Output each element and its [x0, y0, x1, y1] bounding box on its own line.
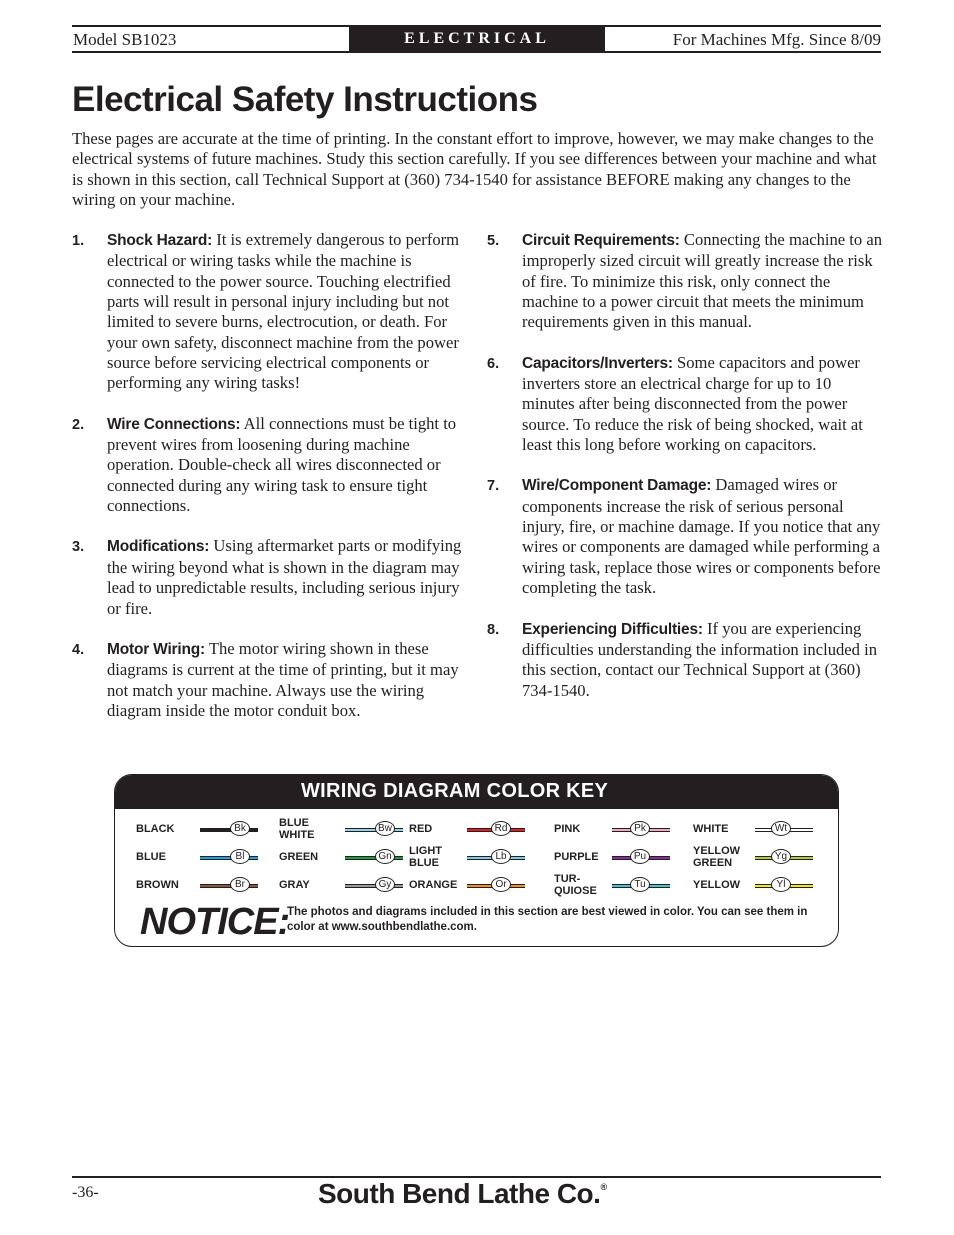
- item-text: The motor wiring shown in these diagrams is current at the time of printing, but it may not match your machine. Always use the wiring diagram inside the motor conduit box.: [107, 638, 459, 720]
- instructions-right-column: [487, 230, 887, 736]
- color-key-entry-white: [693, 816, 837, 842]
- item-text: All connections must be tight to prevent wires from loosening during machine operation. Double-check all wires disconnected or connected during any wiring task to ensure tight connections.: [107, 413, 457, 516]
- color-key-title: WIRING DIAGRAM COLOR KEY: [301, 780, 609, 802]
- color-abbr: Gy: [375, 877, 395, 892]
- item-number: 2.: [72, 416, 85, 433]
- color-key-entry-brown: [136, 872, 280, 898]
- manufacture-date: For Machines Mfg. Since 8/09: [672, 30, 881, 49]
- color-abbr: Bl: [230, 849, 250, 864]
- color-label: YELLOW GREEN: [693, 845, 741, 869]
- color-key-entry-light-blue: [409, 844, 553, 870]
- color-label: BROWN: [136, 879, 179, 891]
- item-number: 3.: [72, 539, 85, 556]
- color-abbr: Bk: [230, 821, 250, 836]
- color-label: BLUE WHITE: [279, 817, 315, 841]
- header-bottom-rule: [72, 51, 881, 53]
- color-key-entry-black: [136, 816, 280, 842]
- item-heading: Experiencing Difficulties:: [522, 620, 703, 638]
- list-item: [487, 353, 887, 456]
- item-text: It is extremely dangerous to perform electrical or wiring tasks while the machine is connected to the power source. Touching electrified parts will result in personal injury including but not limited to severe burns, electrocution, or death. For your own safety, disconnect machine from the power source before servicing electrical components or performing any wiring tasks!: [107, 230, 460, 393]
- color-abbr: Or: [491, 877, 511, 892]
- color-abbr: Lb: [491, 849, 511, 864]
- page-title: Electrical Safety Instructions: [72, 80, 538, 119]
- item-heading: Motor Wiring:: [107, 640, 205, 658]
- model-number: Model SB1023: [73, 30, 177, 49]
- color-label: ORANGE: [409, 879, 458, 891]
- color-abbr: Rd: [491, 821, 511, 836]
- brand-name: South Bend Lathe Co.: [318, 1178, 601, 1209]
- item-number: 6.: [487, 355, 500, 372]
- list-item: [72, 230, 472, 394]
- color-key-entry-yellow-green: [693, 844, 837, 870]
- color-key-entry-yellow: [693, 872, 837, 898]
- item-text: Some capacitors and power inverters store an electrical charge for up to 10 minutes after being disconnected from the power source. To reduce the risk of being shocked, wait at least this long before working on capacitors.: [522, 352, 863, 455]
- intro-paragraph: These pages are accurate at the time of printing. In the constant effort to improve, however, we may make changes to the electrical systems of future machines. Study this section carefully. If you see differences between your machine and what is shown in this section, call Technical Support at (360) 734-1540 for assistance BEFORE making any changes to the wiring on your machine.: [72, 129, 877, 209]
- color-key-entry-blue: [136, 844, 280, 870]
- color-key-entry-red: [409, 816, 553, 842]
- brand-logo: [318, 1178, 607, 1210]
- item-heading: Capacitors/Inverters:: [522, 354, 673, 372]
- item-number: 5.: [487, 233, 500, 249]
- list-item: [72, 639, 472, 721]
- list-item: [487, 230, 887, 333]
- color-abbr: Tu: [630, 877, 650, 892]
- color-abbr: Yg: [771, 849, 791, 864]
- color-abbr: Br: [230, 877, 250, 892]
- item-text: Damaged wires or components increase the risk of serious personal injury, fire, or machine damage. If you notice that any wires or components are damaged while performing a wiring task, replace those wires or components before completing the task.: [522, 475, 881, 598]
- color-abbr: Wt: [771, 821, 791, 836]
- color-key-entry-gray: [279, 872, 423, 898]
- color-label: BLACK: [136, 823, 175, 835]
- item-number: 4.: [72, 641, 85, 658]
- color-label: RED: [409, 823, 433, 835]
- color-key-entry-green: [279, 844, 423, 870]
- list-item: [72, 414, 472, 517]
- item-text: If you are experiencing difficulties understanding the information included in this section, contact our Technical Support at (360) 734-1540.: [522, 618, 877, 700]
- notice-heading: NOTICE:: [140, 901, 290, 943]
- color-key-entry-orange: [409, 872, 553, 898]
- color-label: YELLOW: [693, 879, 741, 891]
- color-key-entry-pink: [554, 816, 698, 842]
- color-key-entry-blue-white: [279, 816, 423, 842]
- item-number: 1.: [72, 233, 85, 249]
- color-label: BLUE: [136, 851, 166, 863]
- color-key-entry-turquoise: [554, 872, 698, 898]
- color-key-entry-purple: [554, 844, 698, 870]
- color-label: PINK: [554, 823, 581, 835]
- item-number: 7.: [487, 478, 500, 495]
- color-label: WHITE: [693, 823, 729, 835]
- item-text: Connecting the machine to an improperly sized circuit will greatly increase the risk of fire. To minimize this risk, only connect the machine to a power circuit that meets the minimum requirements given in this manual.: [522, 230, 883, 332]
- color-label: GREEN: [279, 851, 319, 863]
- list-item: [72, 536, 472, 618]
- item-heading: Modifications:: [107, 538, 210, 556]
- color-label: PURPLE: [554, 851, 599, 863]
- list-item: [487, 619, 887, 701]
- list-item: [487, 475, 887, 598]
- color-label: LIGHT BLUE: [409, 845, 442, 869]
- color-abbr: Bw: [375, 821, 395, 836]
- item-heading: Wire/Component Damage:: [522, 477, 712, 495]
- color-abbr: Gn: [375, 849, 395, 864]
- item-heading: Shock Hazard:: [107, 232, 213, 249]
- page-header: [72, 25, 881, 55]
- registered-mark: ®: [600, 1182, 607, 1192]
- color-label: GRAY: [279, 879, 310, 891]
- color-abbr: Pu: [630, 849, 650, 864]
- item-heading: Wire Connections:: [107, 415, 241, 433]
- section-label: ELECTRICAL: [349, 27, 605, 51]
- color-key-panel: [114, 774, 839, 947]
- page-number: -36-: [72, 1184, 99, 1201]
- notice-text: The photos and diagrams included in this section are best viewed in color. You can see them in color at www.southbendlathe.com.: [287, 906, 808, 933]
- color-abbr: Pk: [630, 821, 650, 836]
- item-text: Using aftermarket parts or modifying the wiring beyond what is shown in the diagram may lead to unpredictable results, including serious injury or fire.: [107, 536, 462, 618]
- instructions-left-column: [72, 230, 472, 736]
- color-label: TUR- QUIOSE: [554, 873, 597, 897]
- item-heading: Circuit Requirements:: [522, 232, 680, 249]
- item-number: 8.: [487, 621, 500, 638]
- color-abbr: Yl: [771, 877, 791, 892]
